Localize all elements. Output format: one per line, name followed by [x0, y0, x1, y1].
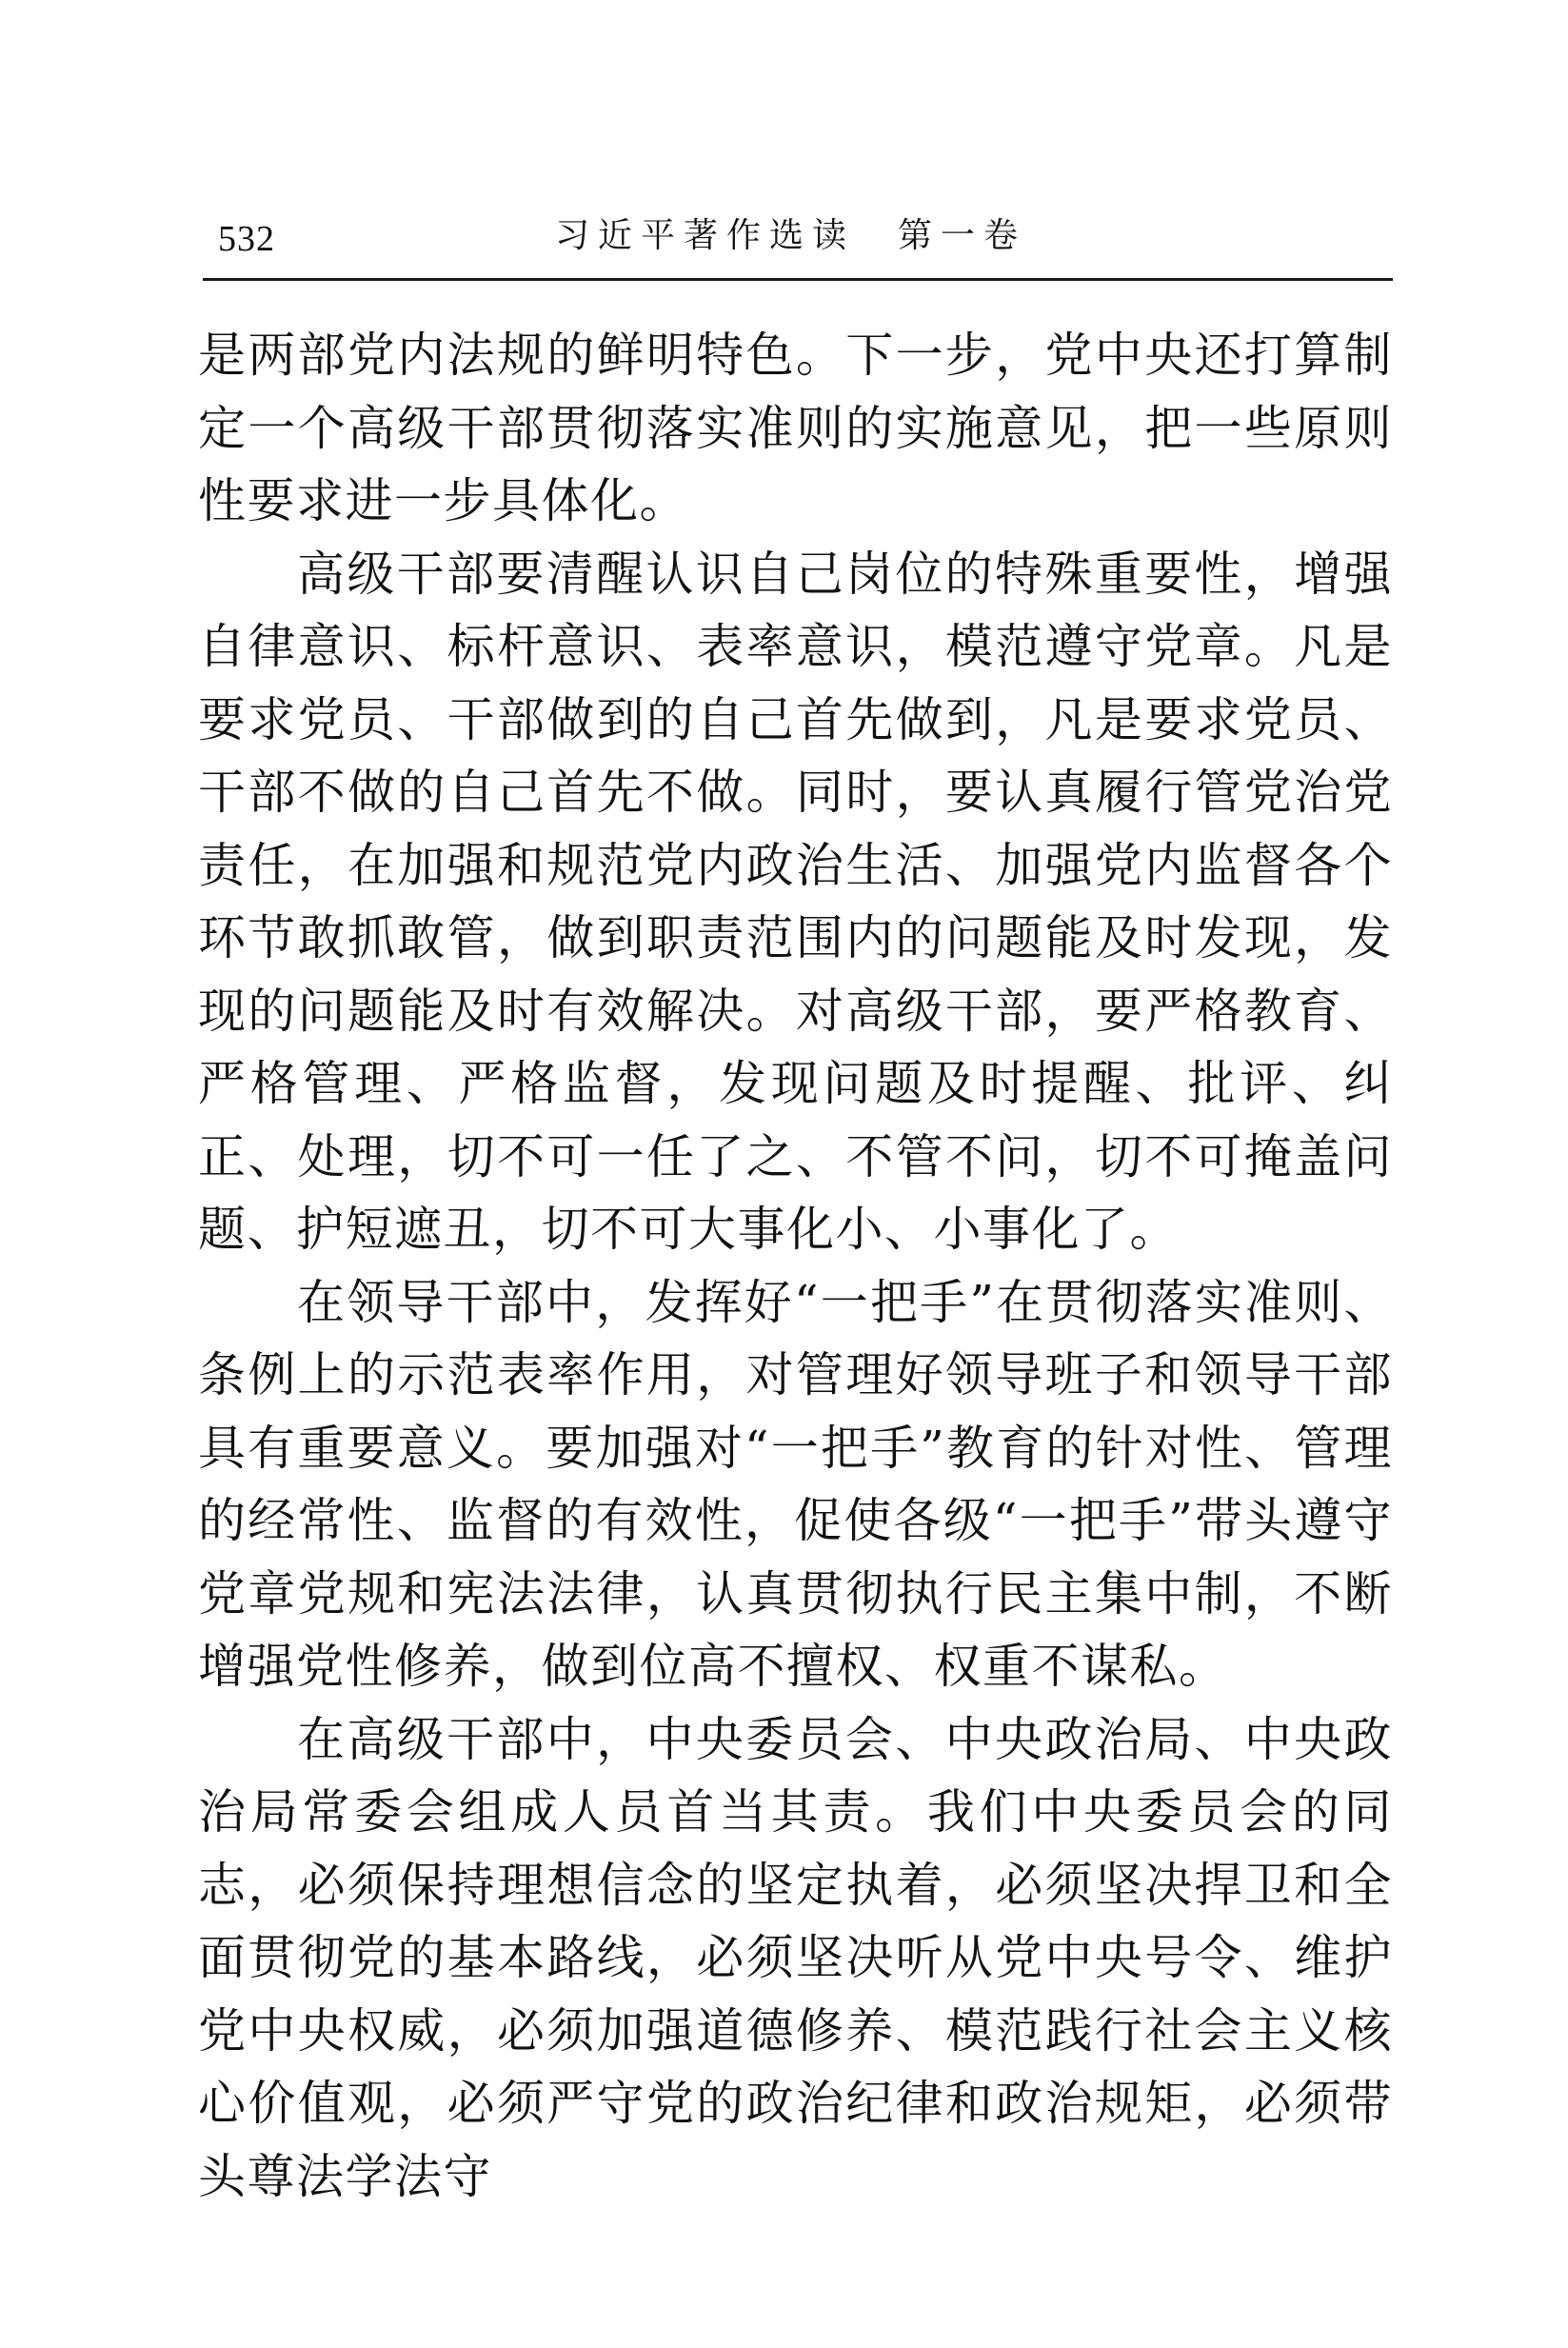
running-title: 习近平著作选读 第一卷 [555, 216, 1027, 255]
paragraph-top-leaders: 在领导干部中，发挥好“一把手”在贯彻落实准则、条例上的示范表率作用，对管理好领导班子和领导干部具有重要意义。要加强对“一把手”教育的针对性、管理的经常性、监督的有效性，促使各级“一把手”带头遵守党章党规和宪法法律，认真贯彻执行民主集中制，不断增强党性修养，做到位高不擅权、权重不谋私。 [198, 1274, 1393, 1694]
page-number: 532 [218, 219, 275, 259]
paragraph-continuation: 是两部党内法规的鲜明特色。下一步，党中央还打算制定一个高级干部贯彻落实准则的实施意见，把一些原则性要求进一步具体化。 [198, 328, 1393, 528]
page-header [203, 211, 1393, 281]
paragraph-senior-cadres: 高级干部要清醒认识自己岗位的特殊重要性，增强自律意识、标杆意识、表率意识，模范遵守党章。凡是要求党员、干部做到的自己首先做到，凡是要求党员、干部不做的自己首先不做。同时，要认真履行管党治党责任，在加强和规范党内政治生活、加强党内监督各个环节敢抓敢管，做到职责范围内的问题能及时发现，发现的问题能及时有效解决。对高级干部，要严格教育、严格管理、严格监督，发现问题及时提醒、批评、纠正、处理，切不可一任了之、不管不问，切不可掩盖问题、护短遮丑，切不可大事化小、小事化了。 [198, 546, 1393, 1257]
paragraph-central-committee: 在高级干部中，中央委员会、中央政治局、中央政治局常委会组成人员首当其责。我们中央委员会的同志，必须保持理想信念的坚定执着，必须坚决捍卫和全面贯彻党的基本路线，必须坚决听从党中央号令、维护党中央权威，必须加强道德修养、模范践行社会主义核心价值观，必须严守党的政治纪律和政治规矩，必须带头尊法学法守 [198, 1711, 1393, 2204]
body-text [198, 319, 1393, 2213]
